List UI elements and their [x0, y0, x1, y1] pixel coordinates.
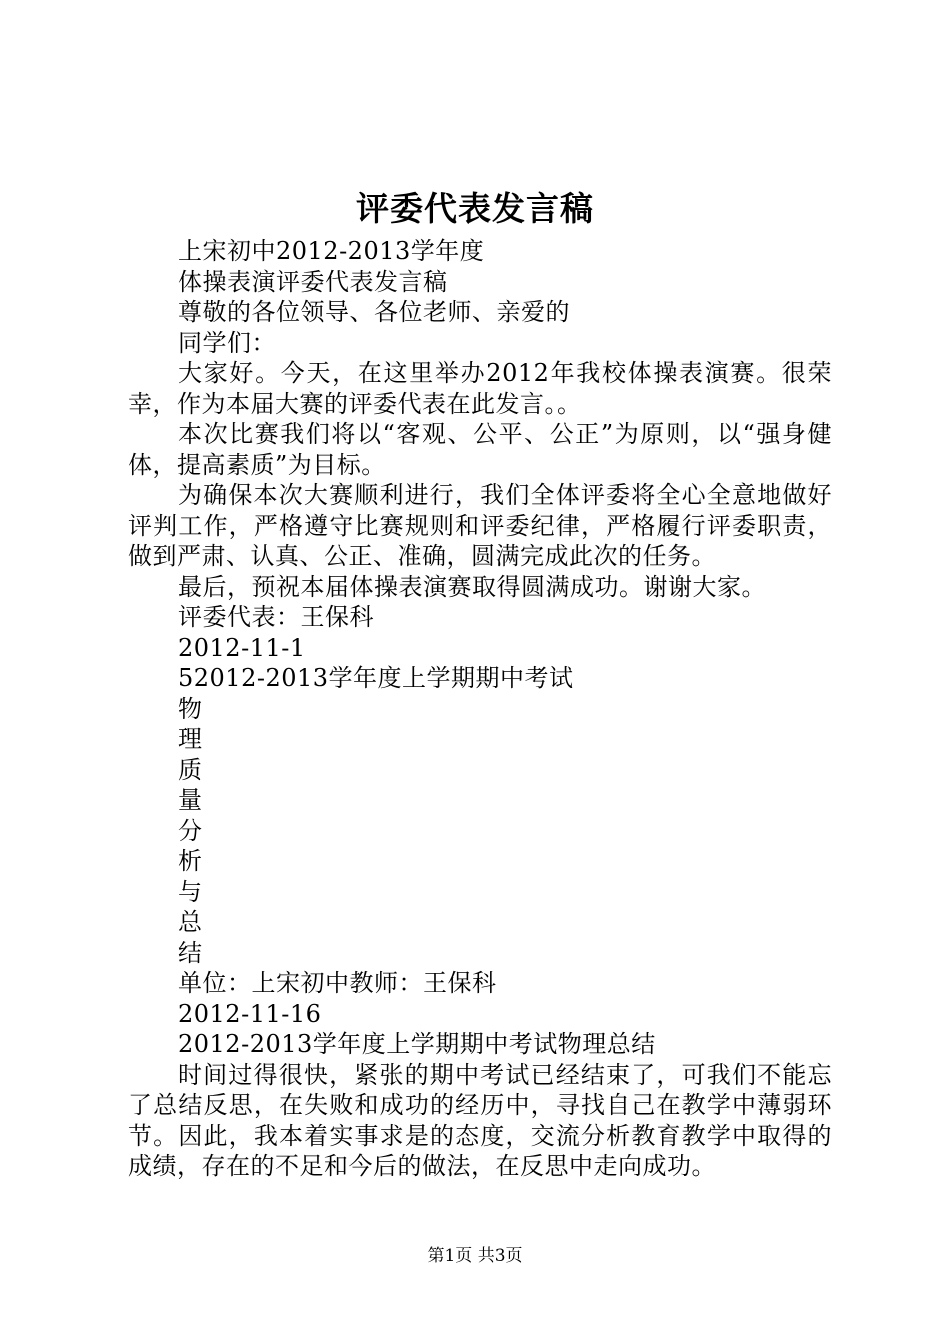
paragraph-date-2: 2012-11-16: [178, 999, 322, 1028]
paragraph-vertical-char: 质: [178, 755, 203, 784]
paragraph-vertical-char: 析: [178, 847, 203, 875]
paragraph-vertical-char: 量: [178, 786, 203, 814]
paragraph-exam-heading: 52012-2013学年度上学期期中考试: [178, 664, 574, 692]
paragraph-school-year: 上宋初中2012-2013学年度: [178, 237, 485, 265]
page-number-footer: 第1页 共3页: [427, 1246, 523, 1266]
paragraph-vertical-char: 总: [178, 908, 203, 936]
paragraph-principle: 本次比赛我们将以“客观、公平、公正”为原则，以“强身健体，提高素质”为目标。: [128, 420, 832, 479]
paragraph-greeting: 大家好。今天，在这里举办2012年我校体操表演赛。很荣幸，作为本届大赛的评委代表在此发言。。: [128, 359, 832, 418]
paragraph-vertical-char: 与: [178, 877, 203, 906]
paragraph-vertical-char: 理: [178, 725, 203, 753]
paragraph-subtitle: 体操表演评委代表发言稿: [178, 267, 448, 296]
paragraph-vertical-char: 分: [178, 816, 203, 845]
paragraph-signature: 评委代表：王保科: [178, 603, 374, 631]
paragraph-unit-teacher: 单位：上宋初中教师：王保科: [178, 969, 497, 997]
paragraph-summary-heading: 2012-2013学年度上学期期中考试物理总结: [178, 1030, 656, 1058]
document-title: 评委代表发言稿: [356, 189, 594, 228]
paragraph-summary-body: 时间过得很快，紧张的期中考试已经结束了，可我们不能忘了总结反思，在失败和成功的经历中，寻找自己在教学中薄弱环节。因此，我本着实事求是的态度，交流分析教育教学中取得的成绩，存在的不足和今后的做法，在反思中走向成功。: [128, 1060, 832, 1180]
document-body: [128, 236, 832, 1182]
paragraph-vertical-char: 结: [178, 938, 203, 967]
paragraph-vertical-char: 物: [178, 694, 203, 723]
paragraph-date: 2012-11-1: [178, 633, 306, 662]
paragraph-salutation: 尊敬的各位领导、各位老师、亲爱的: [178, 298, 570, 326]
paragraph-commitment: 为确保本次大赛顺利进行，我们全体评委将全心全意地做好评判工作，严格遵守比赛规则和评委纪律，严格履行评委职责，做到严肃、认真、公正、准确，圆满完成此次的任务。: [128, 481, 832, 570]
paragraph-closing: 最后，预祝本届体操表演赛取得圆满成功。谢谢大家。: [178, 572, 766, 601]
paragraph-salutation-cont: 同学们：: [178, 328, 276, 357]
